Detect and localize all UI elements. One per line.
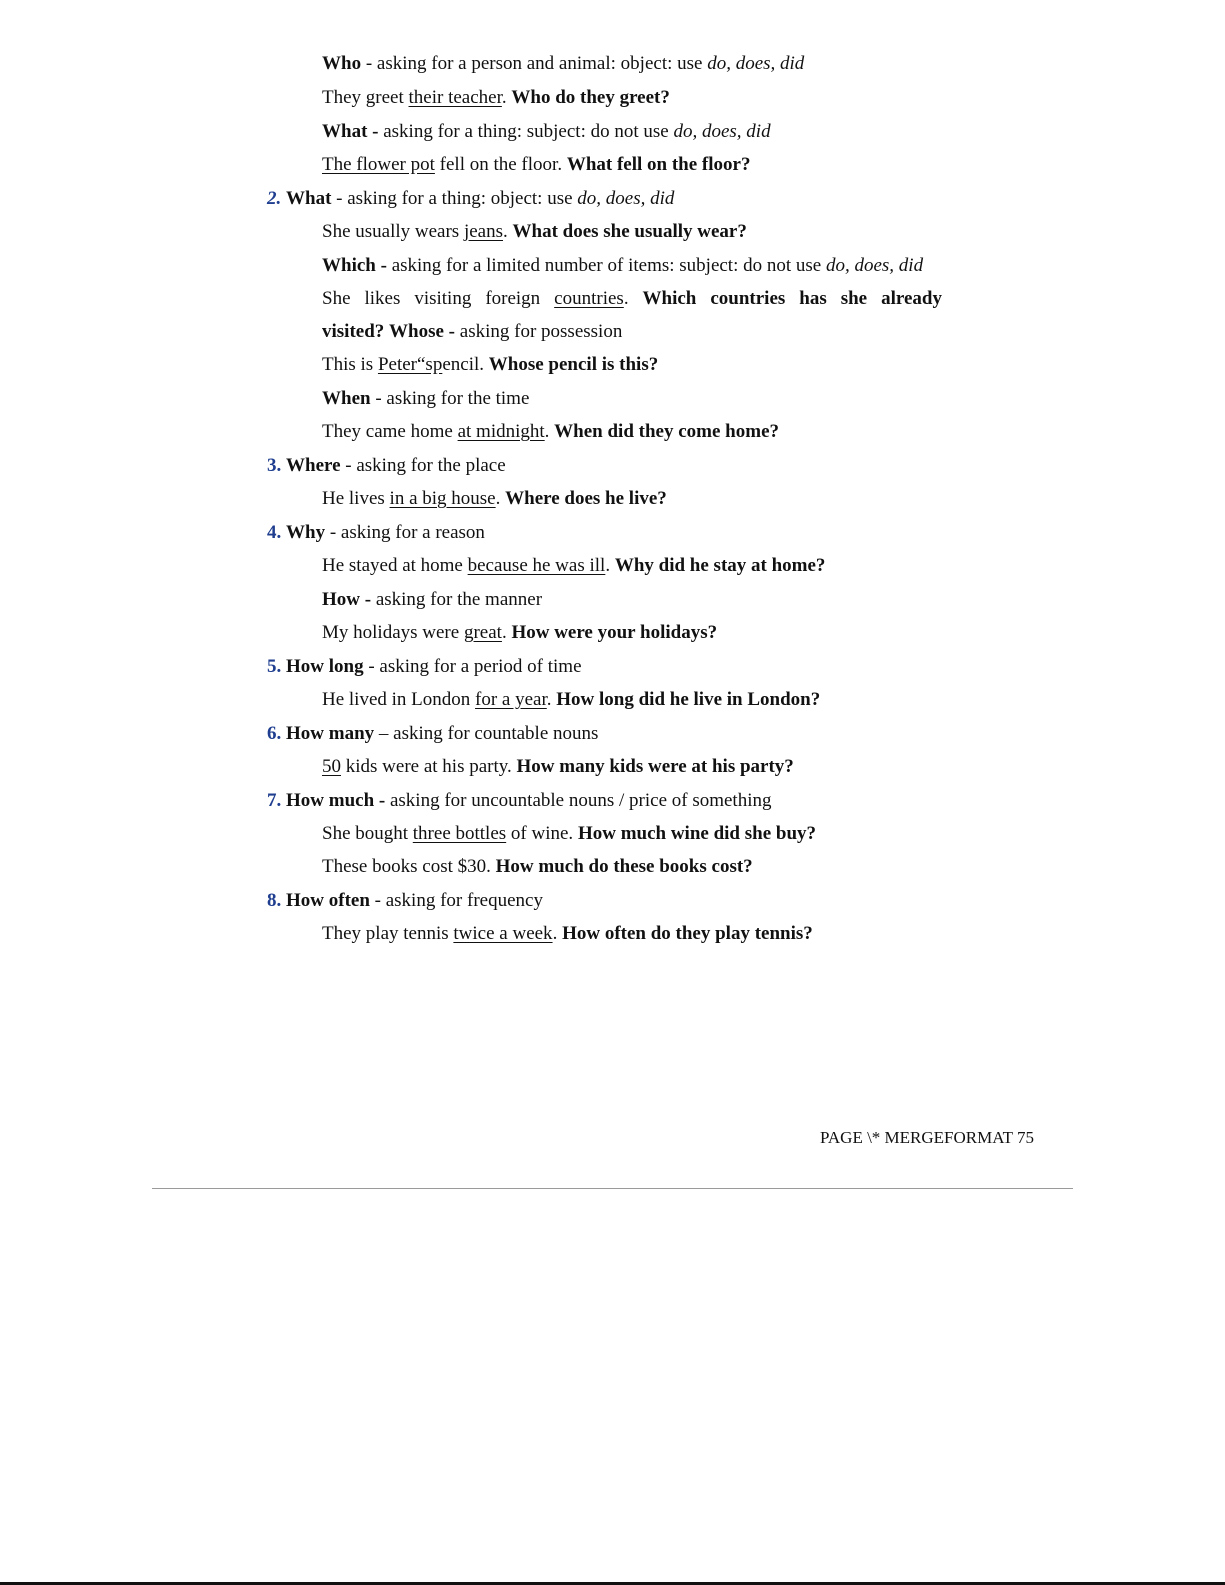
definition-who-object	[322, 52, 804, 76]
description: - asking for a person and animal: object: use	[361, 53, 708, 74]
underlined-answer: Peter“sp	[377, 354, 443, 375]
keyword: How many	[286, 723, 375, 744]
example-text: He lives	[322, 488, 390, 509]
question-word: has	[799, 288, 827, 309]
list-item-4	[267, 521, 485, 545]
example-text: She usually wears	[322, 221, 464, 242]
description: asking for uncountable nouns / price of something	[385, 790, 772, 811]
definition-what-subject	[322, 120, 771, 144]
example-question: How much wine did she buy?	[577, 823, 817, 844]
example-text: This is	[322, 354, 378, 375]
example-how-long	[322, 688, 820, 712]
example-what-object	[322, 220, 747, 244]
definition-which	[322, 254, 923, 278]
question-word: Which	[642, 288, 697, 309]
example-text: .	[501, 87, 512, 108]
question-word: countries	[710, 288, 786, 309]
example-text: .	[503, 221, 513, 242]
auxiliary-verbs: do, does, did	[707, 53, 805, 74]
word: likes	[364, 288, 401, 309]
example-question: How much do these books cost?	[495, 856, 753, 877]
underlined-answer: jeans	[463, 221, 503, 242]
keyword: Who	[322, 53, 362, 74]
underlined-answer: because he was ill	[467, 555, 606, 576]
keyword: When	[322, 388, 371, 409]
keyword: Why	[286, 522, 326, 543]
underlined-answer: great	[463, 622, 502, 643]
word-group	[554, 287, 628, 311]
example-question: How long did he live in London?	[556, 689, 821, 710]
example-text: She bought	[322, 823, 413, 844]
example-when	[322, 420, 779, 444]
question-word: she	[840, 288, 868, 309]
example-text: They came home	[322, 421, 458, 442]
example-question: How were your holidays?	[511, 622, 718, 643]
keyword: Which -	[322, 255, 387, 276]
example-text: He lived in London	[322, 689, 476, 710]
example-question: What does she usually wear?	[512, 221, 747, 242]
auxiliary-verbs: do, does, did	[673, 121, 771, 142]
definition-when	[322, 387, 529, 411]
example-how-much-2	[322, 855, 753, 879]
example-text: They play tennis	[322, 923, 454, 944]
description: asking for a thing: subject: do not use	[378, 121, 674, 142]
example-how	[322, 621, 717, 645]
list-number: 6.	[267, 723, 282, 744]
example-question-end: visited?	[322, 321, 385, 342]
keyword: How much -	[286, 790, 386, 811]
page-divider	[152, 1188, 1073, 1189]
example-how-much-1	[322, 822, 816, 846]
example-question: How often do they play tennis?	[562, 923, 813, 944]
list-number: 5.	[267, 656, 282, 677]
example-whose	[322, 353, 658, 377]
list-number: 7.	[267, 790, 282, 811]
list-item-5	[267, 655, 582, 679]
example-question: How many kids were at his party?	[516, 756, 794, 777]
description: - asking for the place	[340, 455, 506, 476]
list-item-3	[267, 454, 506, 478]
example-how-many	[322, 755, 794, 779]
list-item-2	[267, 187, 674, 211]
example-which-justified	[322, 287, 942, 311]
definition-whose	[322, 320, 622, 344]
question-word: already	[881, 288, 942, 309]
example-who	[322, 86, 670, 110]
example-text: encil.	[442, 354, 489, 375]
example-text: .	[501, 622, 512, 643]
description: - asking for a thing: object: use	[331, 188, 578, 209]
list-item-7	[267, 789, 772, 813]
list-number: 4.	[267, 522, 282, 543]
list-number: 3.	[267, 455, 282, 476]
word: She	[322, 288, 351, 309]
keyword: How long	[286, 656, 364, 677]
word: foreign	[485, 288, 541, 309]
example-text: fell on the floor.	[434, 154, 567, 175]
underlined-answer: The flower pot	[322, 154, 435, 175]
underlined-answer: twice a week	[453, 923, 553, 944]
example-text: They greet	[322, 87, 409, 108]
example-text: .	[544, 421, 555, 442]
underlined-answer: 50	[322, 756, 341, 777]
example-where	[322, 487, 667, 511]
description: asking for a limited number of items: subject: do not use	[386, 255, 826, 276]
definition-how	[322, 588, 542, 612]
keyword: How -	[322, 589, 372, 610]
list-number: 8.	[267, 890, 282, 911]
auxiliary-verbs: do, does, did	[577, 188, 675, 209]
example-how-often	[322, 922, 813, 946]
keyword: Where	[286, 455, 341, 476]
keyword: Whose -	[389, 321, 456, 342]
description: - asking for a period of time	[363, 656, 582, 677]
example-question: Whose pencil is this?	[488, 354, 659, 375]
punctuation: .	[623, 288, 629, 309]
example-text: .	[546, 689, 557, 710]
example-text: .	[605, 555, 615, 576]
description: asking for possession	[455, 321, 623, 342]
word: visiting	[414, 288, 472, 309]
description: – asking for countable nouns	[374, 723, 599, 744]
description: - asking for the time	[370, 388, 530, 409]
example-question: Why did he stay at home?	[614, 555, 826, 576]
description: - asking for frequency	[369, 890, 543, 911]
example-what-subject	[322, 153, 750, 177]
example-text: of wine.	[506, 823, 578, 844]
description: - asking for a reason	[325, 522, 485, 543]
page-number-footer: PAGE \* MERGEFORMAT 75	[820, 1128, 1034, 1147]
underlined-answer: three bottles	[412, 823, 507, 844]
list-item-6	[267, 722, 598, 746]
underlined-answer: for a year	[475, 689, 547, 710]
example-why	[322, 554, 825, 578]
example-text: .	[495, 488, 506, 509]
underlined-answer: at midnight	[457, 421, 545, 442]
underlined-answer: their teacher	[408, 87, 502, 108]
description: asking for the manner	[371, 589, 543, 610]
example-question: What fell on the floor?	[566, 154, 751, 175]
keyword: What	[286, 188, 332, 209]
example-question: Where does he live?	[505, 488, 667, 509]
list-number: 2.	[267, 188, 282, 209]
example-text: My holidays were	[322, 622, 464, 643]
example-question: When did they come home?	[554, 421, 779, 442]
underlined-answer: in a big house	[389, 488, 496, 509]
example-text: kids were at his party.	[341, 756, 517, 777]
example-text: .	[552, 923, 563, 944]
auxiliary-verbs: do, does, did	[825, 255, 924, 276]
example-question: Who do they greet?	[511, 87, 670, 108]
underlined-answer: countries	[554, 288, 624, 309]
keyword: What -	[322, 121, 379, 142]
example-text: These books cost $30.	[322, 856, 496, 877]
example-text: He stayed at home	[322, 555, 468, 576]
list-item-8	[267, 889, 543, 913]
keyword: How often	[286, 890, 370, 911]
